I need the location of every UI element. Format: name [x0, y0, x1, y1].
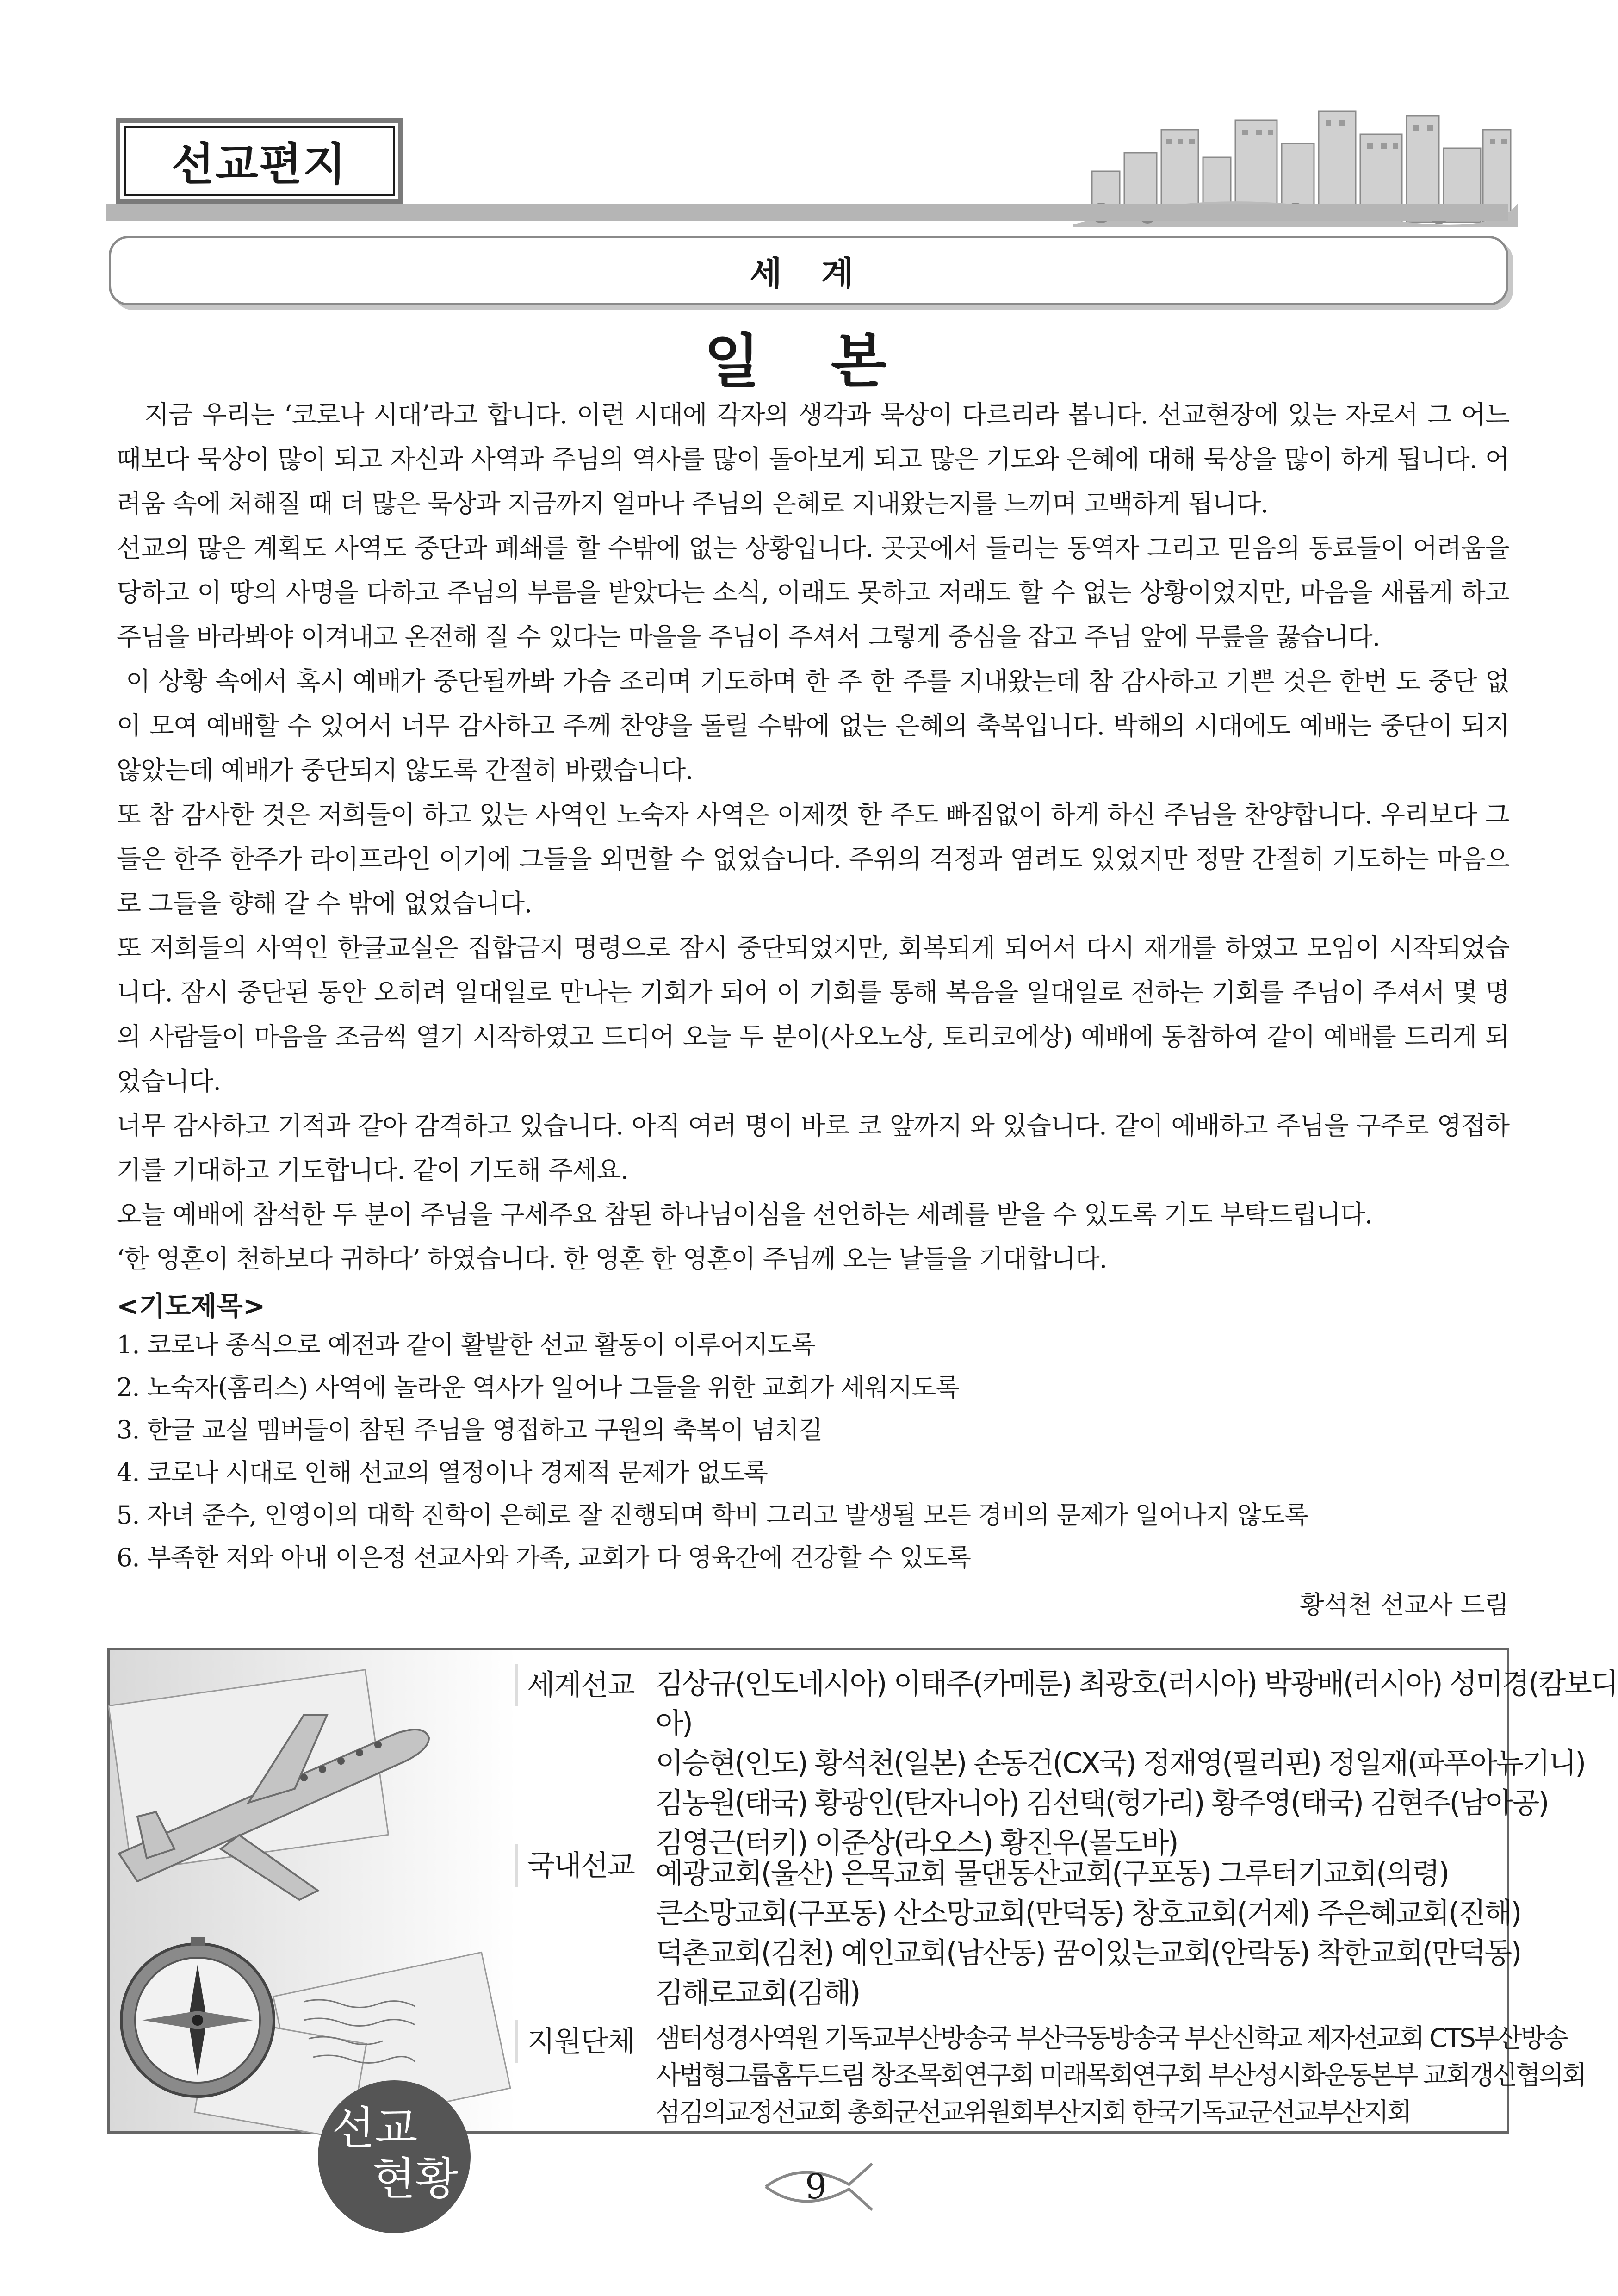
- paragraph-3: 이 상황 속에서 혹시 예배가 중단될까봐 가슴 조리며 기도하며 한 주 한 주를 지내왔는데 참 감사하고 기쁜 것은 한번 도 중단 없이 모여 예배할 수 있어서 너무 감사하고 주께 찬양을 돌릴 수밖에 없는 은혜의 축복입니다. 박해의 시대에도 예배는 중단이 되지 않았는데 예배가 중단되지 않도록 간절히 바랬습니다.: [117, 666, 1509, 785]
- badge-line-2: 현황: [372, 2153, 459, 2205]
- domestic-mission-label: 국내선교: [515, 1844, 643, 1887]
- travel-illustration: [110, 1650, 517, 2131]
- domestic-mission-line: 큰소망교회(구포동) 산소망교회(만덕동) 창호교회(거제) 주은혜교회(진해): [656, 1896, 1521, 1930]
- mission-status-panel: [107, 1648, 1618, 2205]
- prayer-item: 4. 코로나 시대로 인해 선교의 열정이나 경제적 문제가 없도록: [117, 1458, 768, 1487]
- paragraph-8: ‘한 영혼이 천하보다 귀하다’ 하였습니다. 한 영혼 한 영혼이 주님께 오는 날들을 기대합니다.: [117, 1244, 1107, 1274]
- world-mission-line: 이승현(인도) 황석천(일본) 손동건(CX국) 정재영(필리핀) 정일재(파푸아뉴기니): [656, 1746, 1585, 1780]
- domestic-mission-line: 김해로교회(김해): [656, 1976, 860, 2010]
- prayer-heading: <기도제목>: [117, 1290, 266, 1322]
- prayer-item: 5. 자녀 준수, 인영이의 대학 진학이 은혜로 잘 진행되며 학비 그리고 발생될 모든 경비의 문제가 일어나지 않도록: [117, 1500, 1308, 1530]
- world-mission-line: 김상규(인도네시아) 이태주(카메룬) 최광호(러시아) 박광배(러시아) 성미경(캄보디아): [656, 1667, 1618, 1740]
- paragraph-4: 또 참 감사한 것은 저희들이 하고 있는 사역인 노숙자 사역은 이제껏 한 주도 빠짐없이 하게 하신 주님을 찬양합니다. 우리보다 그들은 한주 한주가 라이프라인 이기에 그들을 외면할 수 없었습니다. 주위의 걱정과 염려도 있었지만 정말 간절히 기도하는 마음으로 그들을 향해 갈 수 밖에 없었습니다.: [117, 800, 1509, 918]
- support-groups-line: 사법형그룹홈두드림 창조목회연구회 미래목회연구회 부산성시화운동본부 교회갱신협의회: [656, 2060, 1585, 2091]
- paragraph-7: 오늘 예배에 참석한 두 분이 주님을 구세주요 참된 하나님이심을 선언하는 세례를 받을 수 있도록 기도 부탁드립니다.: [117, 1200, 1372, 1229]
- prayer-item: 3. 한글 교실 멤버들이 참된 주님을 영접하고 구원의 축복이 넘치길: [117, 1415, 823, 1444]
- world-mission-list: [656, 1664, 1618, 1863]
- signature: 황석천 선교사 드림: [1300, 1590, 1509, 1619]
- letter-body: [117, 392, 1509, 1281]
- domestic-mission-line: 예광교회(울산) 은목교회 물댄동산교회(구포동) 그루터기교회(의령): [656, 1856, 1449, 1890]
- world-mission-label: 세계선교: [515, 1664, 643, 1706]
- paragraph-2: 선교의 많은 계획도 사역도 중단과 폐쇄를 할 수밖에 없는 상황입니다. 곳곳에서 들리는 동역자 그리고 믿음의 동료들이 어려움을 당하고 이 땅의 사명을 다하고 주님의 부름을 받았다는 소식, 이래도 못하고 저래도 할 수 없는 상황이었지만, 마음을 새롭게 하고 주님을 바라봐야 이겨내고 온전해 질 수 있다는 마을을 주님이 주셔서 그렇게 중심을 잡고 주님 앞에 무릎을 꿇습니다.: [117, 533, 1509, 652]
- paragraph-1: 지금 우리는 ‘코로나 시대’라고 합니다. 이런 시대에 각자의 생각과 묵상이 다르리라 봅니다. 선교현장에 있는 자로서 그 어느 때보다 묵상이 많이 되고 자신과 사역과 주님의 역사를 많이 돌아보게 되고 많은 기도와 은혜에 대해 묵상을 많이 하게 됩니다. 어려움 속에 처해질 때 더 많은 묵상과 지금까지 얼마나 주님의 은혜로 지내왔는지를 느끼며 고백하게 됩니다.: [117, 400, 1509, 518]
- header-band: [106, 204, 1508, 221]
- prayer-list: [117, 1324, 1505, 1579]
- prayer-item: 2. 노숙자(홈리스) 사역에 놀라운 역사가 일어나 그들을 위한 교회가 세워지도록: [117, 1373, 960, 1402]
- prayer-item: 1. 코로나 종식으로 예전과 같이 활발한 선교 활동이 이루어지도록: [117, 1330, 815, 1359]
- domestic-mission-line: 덕촌교회(김천) 예인교회(남산동) 꿈이있는교회(안락동) 착한교회(만덕동): [656, 1936, 1521, 1970]
- domestic-mission-list: [656, 1854, 1618, 2013]
- page-number-text: 9: [805, 2167, 827, 2207]
- section-tab: [116, 118, 403, 204]
- paragraph-6: 너무 감사하고 기적과 같아 감격하고 있습니다. 아직 여러 명이 바로 코 앞까지 와 있습니다. 같이 예배하고 주님을 구주로 영접하기를 기대하고 기도합니다. 같이 기도해 주세요.: [117, 1111, 1509, 1185]
- country-title: 일 본: [704, 328, 912, 395]
- page-number: [761, 2157, 877, 2217]
- section-label: 선교편지: [124, 126, 395, 196]
- support-groups-line: 샘터성경사역원 기독교부산방송국 부산극동방송국 부산신학교 제자선교회 CTS부산방송: [656, 2023, 1567, 2053]
- world-mission-line: 김영근(터키) 이준상(라오스) 황진우(몰도바): [656, 1826, 1178, 1860]
- support-groups-line: 섬김의교정선교회 총회군선교위원회부산지회 한국기독교군선교부산지회: [656, 2097, 1410, 2128]
- prayer-item: 6. 부족한 저와 아내 이은정 선교사와 가족, 교회가 다 영육간에 건강할 수 있도록: [117, 1543, 971, 1572]
- badge-line-1: 선교: [332, 2102, 418, 2154]
- mission-status-badge: [318, 2080, 471, 2233]
- paragraph-5: 또 저희들의 사역인 한글교실은 집합금지 명령으로 잠시 중단되었지만, 회복되게 되어서 다시 재개를 하였고 모임이 시작되었습니다. 잠시 중단된 동안 오히려 일대일로 만나는 기회가 되어 이 기회를 통해 복음을 일대일로 전하는 기회를 주님이 주셔서 몇 명의 사람들이 마음을 조금씩 열기 시작하였고 드디어 오늘 두 분이(사오노상, 토리코에상) 예배에 동참하여 같이 예배를 드리게 되었습니다.: [117, 933, 1509, 1096]
- support-groups-list: [656, 2020, 1618, 2131]
- region-heading: 세 계: [109, 236, 1508, 305]
- world-mission-line: 김농원(태국) 황광인(탄자니아) 김선택(헝가리) 황주영(태국) 김현주(남아공): [656, 1786, 1548, 1820]
- support-groups-label: 지원단체: [515, 2020, 643, 2063]
